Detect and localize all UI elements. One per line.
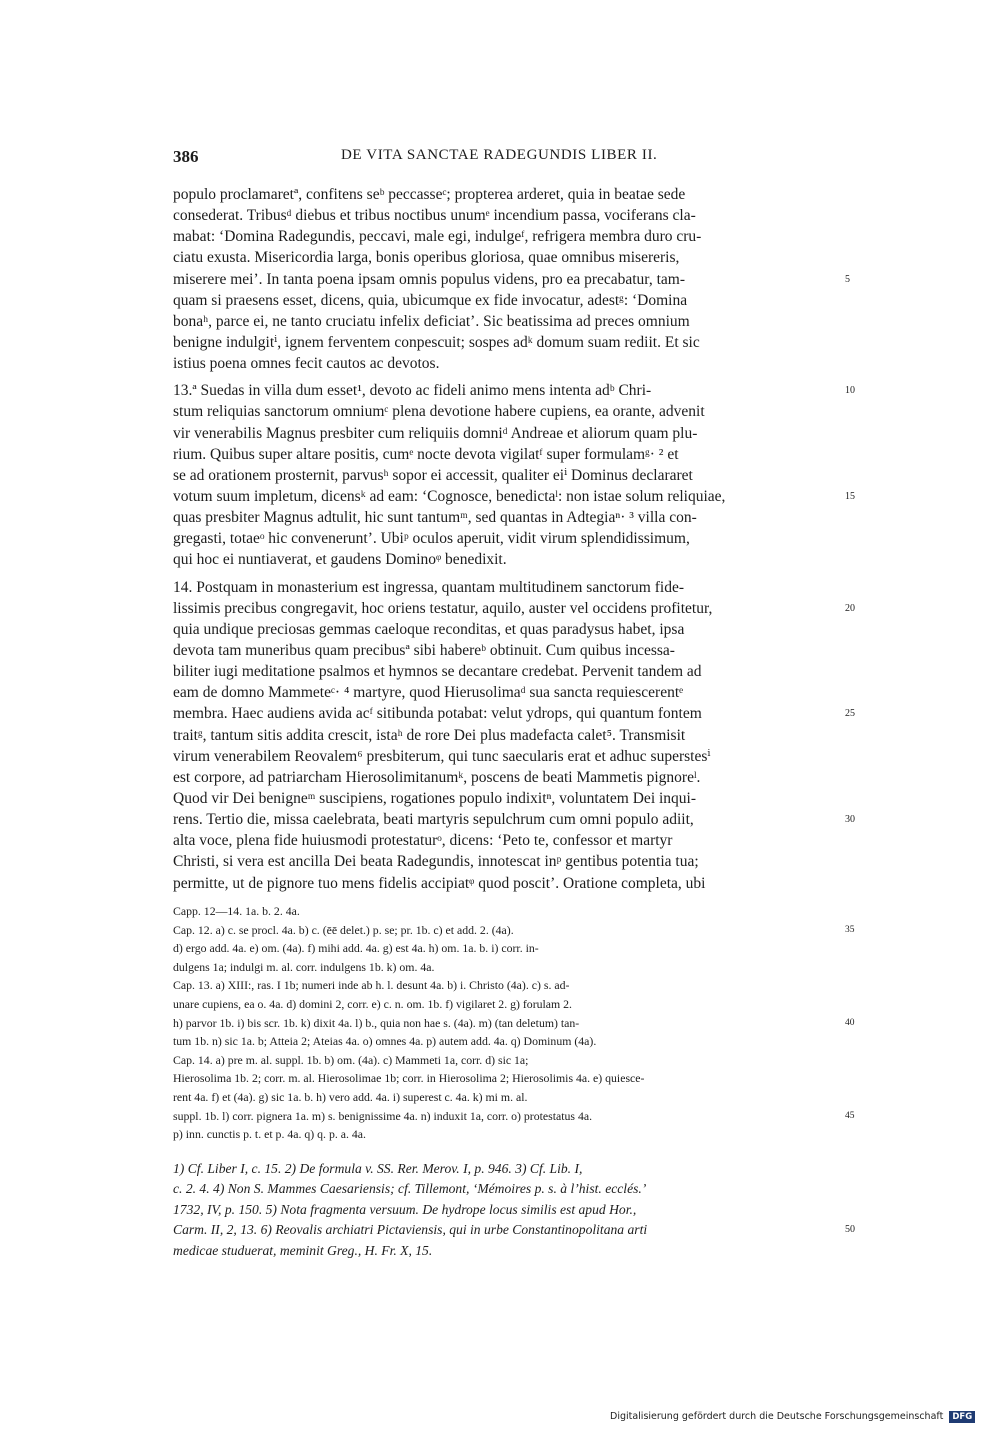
text-line	[173, 226, 838, 247]
line-number: 15	[845, 490, 855, 502]
apparatus-line-text: p) inn. cunctis p. t. et p. 4a. q) q. p. a. 4a.	[173, 1127, 366, 1142]
apparatus-line	[173, 1032, 838, 1051]
digitization-credit	[610, 1411, 975, 1423]
text-line	[173, 401, 838, 422]
text-line-text: virum venerabilem Reovalem⁶ presbiterum, qui tunc saecularis erat et adhuc superstesⁱ	[173, 747, 711, 765]
text-line-text: se ad orationem prosternit, parvusʰ sopor ei accessit, qualiter eiⁱ Dominus declararet	[173, 466, 693, 484]
footnote-line	[173, 1200, 838, 1220]
apparatus-line-text: tum 1b. n) sic 1a. b; Atteia 2; Ateias 4a. o) omnes 4a. p) autem add. 4a. q) Dominum (4a).	[173, 1034, 597, 1049]
line-number: 45	[845, 1110, 855, 1121]
text-line	[173, 444, 838, 465]
apparatus-line-text: dulgens 1a; indulgi m. al. corr. indulgens 1b. k) om. 4a.	[173, 959, 435, 974]
text-line	[173, 873, 838, 894]
text-line	[173, 809, 855, 830]
text-line-text: membra. Haec audiens avida acᶠ sitibunda potabat: velut ydrops, qui quantum fontem	[173, 705, 702, 723]
text-line-text: stum reliquias sanctorum omniumᶜ plena devotione habere cupiens, ea orante, advenit	[173, 403, 705, 421]
text-line-text: Quod vir Dei benigneᵐ suscipiens, rogationes populo indixitⁿ, voluntatem Dei inqui-	[173, 789, 697, 807]
text-line-text: quam si praesens esset, dicens, quia, ubicumque ex fide invocatur, adestᵍ: ‘Domina	[173, 291, 688, 309]
text-line-text: traitᵍ, tantum sitis addita crescit, istaʰ de rore Dei plus madefacta calet⁵. Transmisit	[173, 726, 686, 744]
text-line-text: bonaʰ, parce ei, ne tanto cruciatu infelix deficiat’. Sic beatissima ad preces omnium	[173, 312, 690, 330]
apparatus-line	[173, 958, 838, 977]
footnote-line	[173, 1220, 855, 1240]
text-line	[173, 619, 838, 640]
apparatus-line-text: Capp. 12—14. 1a. b. 2. 4a.	[173, 904, 300, 918]
text-line-text: vir venerabilis Magnus presbiter cum reliquiis domniᵈ Andreae et aliorum quam plu-	[173, 424, 698, 442]
apparatus-line	[173, 976, 838, 995]
text-line	[173, 423, 838, 444]
footnote-line-text: medicae studuerat, meminit Greg., H. Fr. X, 15.	[173, 1242, 433, 1258]
text-line-text: lissimis precibus congregavit, hoc oriens testatur, aquilo, auster vel occidens profitetur,	[173, 599, 713, 617]
text-line	[173, 830, 838, 851]
text-line-text: eam de domno Mammeteᶜ· ⁴ martyre, quod Hierusolimaᵈ sua sancta requiescerentᵉ	[173, 684, 684, 702]
text-line	[173, 640, 838, 661]
line-number: 35	[845, 924, 855, 935]
apparatus-line-text: Cap. 14. a) pre m. al. suppl. 1b. b) om. (4a). c) Mammeti 1a, corr. d) sic 1a;	[173, 1052, 529, 1067]
apparatus-line	[173, 1088, 838, 1107]
footnote-line	[173, 1159, 838, 1179]
apparatus-line	[173, 995, 838, 1014]
text-line-text: quia undique preciosas gemmas caeloque reconditas, et quas paradysus habet, ipsa	[173, 620, 685, 638]
apparatus-line-text: h) parvor 1b. i) bis scr. 1b. k) dixit 4a. l) b., quia non hae s. (4a). m) (tan deletum) tan-	[173, 1015, 580, 1030]
text-line	[173, 332, 838, 353]
text-line-text: benigne indulgitⁱ, ignem ferventem conpescuit; sospes adᵏ domum suam rediit. Et sic	[173, 333, 700, 351]
text-line-text: consederat. Tribusᵈ diebus et tribus noctibus unumᵉ incendium passa, vociferans cla-	[173, 207, 696, 225]
text-line-text: ciatu exusta. Misericordia larga, bonis operibus gloriosa, quae omnibus misereris,	[173, 249, 680, 267]
dfg-logo: DFG	[949, 1411, 975, 1423]
text-line	[173, 682, 838, 703]
text-line-text: quas presbiter Magnus adtulit, hic sunt tantumᵐ, sed quantas in Adtegiaⁿ· ³ villa con-	[173, 509, 697, 527]
text-line	[173, 205, 838, 226]
running-title: DE VITA SANCTAE RADEGUNDIS LIBER II.	[341, 147, 658, 163]
text-line	[173, 851, 838, 872]
apparatus-line	[173, 1107, 855, 1126]
text-line	[173, 311, 838, 332]
text-line-text: alta voce, plena fide huiusmodi protestaturᵒ, dicens: ‘Peto te, confessor et martyr	[173, 832, 673, 850]
apparatus-line-text: Cap. 13. a) XIII:, ras. I 1b; numeri inde ab h. l. desunt 4a. b) i. Christo (4a). c) s. ad-	[173, 978, 570, 993]
text-line	[173, 577, 838, 598]
text-line-text: Christi, si vera est ancilla Dei beata Radegundis, innotescat inᵖ gentibus potentia tua;	[173, 853, 699, 871]
apparatus-line-text: unare cupiens, ea o. 4a. d) domini 2, corr. e) c. n. om. 1b. f) vigilaret 2. g) forulam 2.	[173, 996, 573, 1011]
text-line	[173, 380, 855, 401]
apparatus-line-text: rent 4a. f) et (4a). g) sic 1a. b. h) vero add. 4a. i) superest c. 4a. k) mi m. al.	[173, 1089, 528, 1104]
text-line	[173, 486, 855, 507]
main-text	[173, 184, 855, 894]
text-line-text: qui hoc ei nuntiaverat, et gaudens Dominoᵠ benedixit.	[173, 551, 507, 569]
text-line-text: miserere mei’. In tanta poena ipsam omnis populus videns, pro ea precabatur, tam-	[173, 270, 686, 288]
text-line-text: devota tam muneribus quam precibusª sibi habereᵇ obtinuit. Cum quibus incessa-	[173, 641, 675, 659]
apparatus-line	[173, 939, 838, 958]
footnotes	[173, 1159, 855, 1261]
text-line	[173, 598, 855, 619]
apparatus-line	[173, 1125, 838, 1144]
text-line-text: est corpore, ad patriarcham Hierosolimitanumᵏ, poscens de beati Mammetis pignoreˡ.	[173, 768, 701, 786]
apparatus-line	[173, 1014, 855, 1033]
text-line	[173, 767, 838, 788]
text-line-text: rium. Quibus super altare positis, cumᵉ nocte devota vigilatᶠ super formulamᵍ· ² et	[173, 445, 679, 463]
text-line	[173, 528, 838, 549]
apparatus-line	[173, 1069, 838, 1088]
text-line	[173, 290, 838, 311]
text-line	[173, 184, 838, 205]
text-line-text: gregasti, totaeᵒ hic convenerunt’. Ubiᵖ oculos aperuit, vidit virum splendidissimum,	[173, 530, 690, 548]
line-number: 30	[845, 814, 855, 826]
line-number: 20	[845, 602, 855, 614]
apparatus-line-text: Cap. 12. a) c. se procl. 4a. b) c. (ēē delet.) p. se; pr. 1b. c) et add. 2. (4a).	[173, 922, 514, 937]
text-line	[173, 507, 838, 528]
apparatus-line	[173, 1051, 838, 1070]
credit-text: Digitalisierung gefördert durch die Deutsche Forschungsgemeinschaft	[610, 1411, 944, 1422]
text-line	[173, 746, 838, 767]
line-number: 10	[845, 385, 855, 397]
text-line-text: 13.ª Suedas in villa dum esset¹, devoto ac fideli animo mens intenta adᵇ Chri-	[173, 382, 652, 400]
apparatus-line	[173, 902, 838, 921]
critical-apparatus	[173, 902, 855, 1144]
footnote-line-text: 1) Cf. Liber I, c. 15. 2) De formula v. SS. Rer. Merov. I, p. 946. 3) Cf. Lib. I,	[173, 1161, 583, 1176]
text-line	[173, 549, 838, 570]
footnote-line-text: c. 2. 4. 4) Non S. Mammes Caesariensis; cf. Tillemont, ‘Mémoires p. s. à l’hist. ecclés.’	[173, 1181, 647, 1197]
apparatus-line-text: d) ergo add. 4a. e) om. (4a). f) mihi add. 4a. g) est 4a. h) om. 1a. b. i) corr. in-	[173, 941, 539, 956]
text-line	[173, 725, 838, 746]
text-line-text: populo proclamaretª, confitens seᵇ peccasseᶜ; propterea arderet, quia in beatae sede	[173, 186, 686, 203]
line-number: 50	[845, 1224, 855, 1236]
apparatus-line-text: Hierosolima 1b. 2; corr. m. al. Hierosolimae 1b; corr. in Hierosolima 2; Hierosolimis 4a. e) quiesce-	[173, 1071, 645, 1086]
footnote-line-text: Carm. II, 2, 13. 6) Reovalis archiatri Pictaviensis, qui in urbe Constantinopolitana arti	[173, 1222, 648, 1238]
line-number: 5	[845, 273, 850, 285]
text-line	[173, 353, 838, 374]
text-line-text: votum suum impletum, dicensᵏ ad eam: ‘Cognosce, benedictaˡ: non istae solum reliquiae,	[173, 487, 726, 505]
apparatus-line-text: suppl. 1b. l) corr. pignera 1a. m) s. benignissime 4a. n) induxit 1a, corr. o) protestatus 4a.	[173, 1108, 593, 1123]
text-line	[173, 661, 838, 682]
text-line-text: rens. Tertio die, missa caelebrata, beati martyris sepulchrum cum omni populo adiit,	[173, 811, 694, 829]
text-line-text: permitte, ut de pignore tuo mens fidelis accipiatᵠ quod poscit’. Oratione completa, ubi	[173, 874, 706, 892]
text-line	[173, 247, 838, 268]
text-line	[173, 269, 850, 290]
line-number: 40	[845, 1017, 855, 1028]
text-line-text: 14. Postquam in monasterium est ingressa, quantam multitudinem sanctorum fide-	[173, 578, 684, 596]
text-line	[173, 465, 838, 486]
page-number: 386	[173, 147, 199, 166]
text-line	[173, 703, 855, 724]
text-line-text: istius poena omnes fecit cautos ac devotos.	[173, 355, 440, 373]
footnote-line	[173, 1179, 838, 1199]
footnote-line	[173, 1241, 838, 1261]
footnote-line-text: 1732, IV, p. 150. 5) Nota fragmenta versuum. De hydrope locus similis est apud Hor.,	[173, 1201, 637, 1217]
text-line-text: mabat: ‘Domina Radegundis, peccavi, male egi, indulgeᶠ, refrigera membra duro cru-	[173, 228, 702, 246]
line-number: 25	[845, 708, 855, 720]
apparatus-line	[173, 921, 855, 940]
page-header	[173, 147, 838, 171]
text-line	[173, 788, 838, 809]
text-line-text: biliter iugi meditatione psalmos et hymnos se decantare credebat. Pervenit tandem ad	[173, 663, 702, 681]
